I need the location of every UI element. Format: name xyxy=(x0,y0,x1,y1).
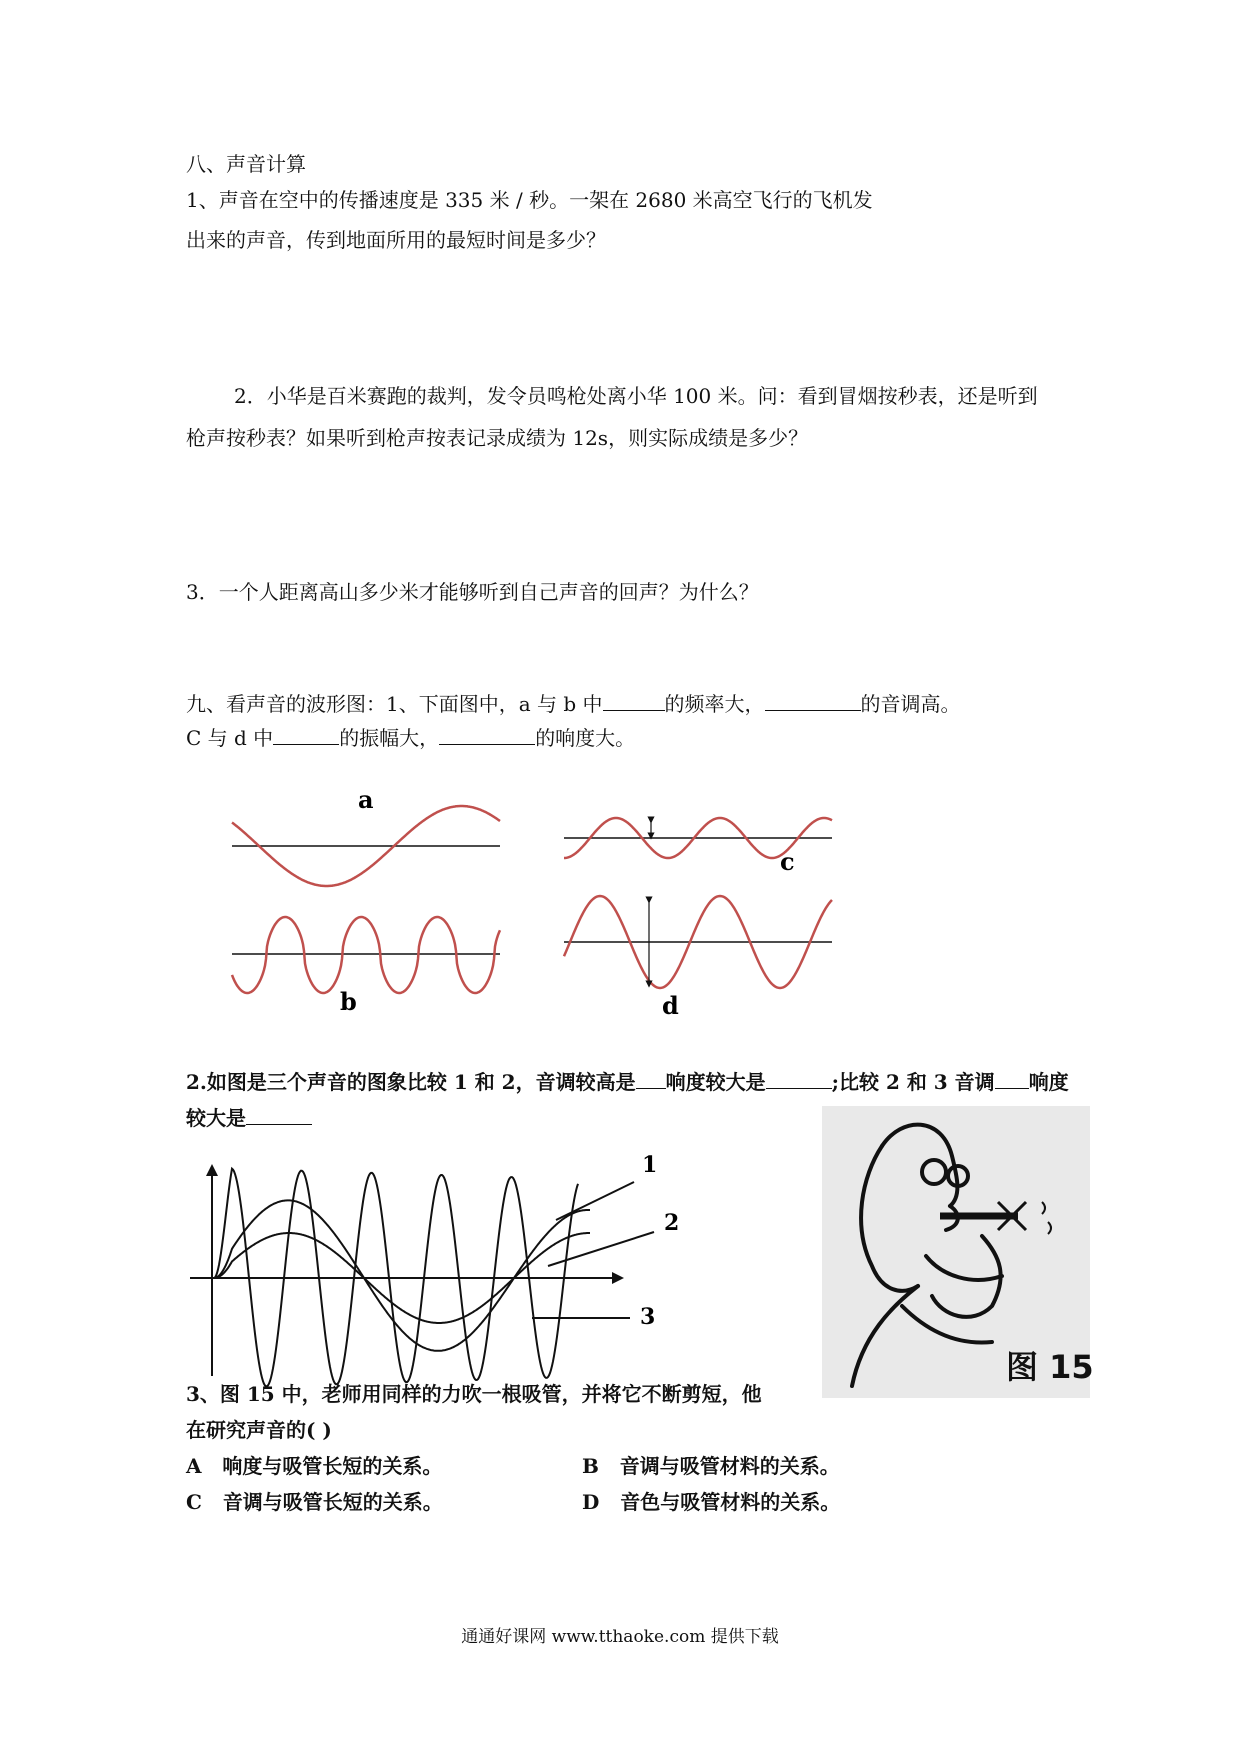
option-d[interactable] xyxy=(582,1488,840,1516)
wave-c-label: c xyxy=(780,847,795,876)
wave-a-label: a xyxy=(358,785,374,814)
option-a-letter: A xyxy=(186,1454,202,1478)
option-c[interactable] xyxy=(186,1488,443,1516)
option-c-text: 音调与吸管长短的关系。 xyxy=(222,1490,443,1514)
curve-2-label: 2 xyxy=(664,1210,680,1236)
section-9-line-1-text-b: 的频率大， xyxy=(664,692,765,716)
option-a-text: 响度与吸管长短的关系。 xyxy=(222,1454,443,1478)
curve-1-label: 1 xyxy=(642,1152,658,1178)
wave-d-label: d xyxy=(662,991,679,1020)
question-9-2-text-d: 响度 xyxy=(1028,1070,1069,1094)
question-8-2-line-1: 2．小华是百米赛跑的裁判，发令员鸣枪处离小华 100 米。问：看到冒烟按秒表，还是听到 xyxy=(234,384,1038,408)
question-9-2-text-e: 较大是 xyxy=(186,1106,246,1130)
option-d-text: 音色与吸管材料的关系。 xyxy=(620,1490,841,1514)
question-9-2-text-b: 响度较大是 xyxy=(665,1070,766,1094)
question-8-2-line-2: 枪声按秒表？如果听到枪声按表记录成绩为 12s，则实际成绩是多少？ xyxy=(186,426,809,450)
option-b[interactable] xyxy=(582,1452,840,1480)
curve-2 xyxy=(214,1200,590,1350)
page-footer: 通通好课网 www.tthaoke.com 提供下载 xyxy=(461,1627,779,1647)
section-9-line-2-text-a: C 与 d 中 xyxy=(186,726,274,750)
figure-15-caption: 图 15 xyxy=(1006,1348,1094,1386)
section-9-line-2-text-c: 的响度大。 xyxy=(535,726,636,750)
wave-b-label: b xyxy=(340,987,357,1016)
curve-3-label: 3 xyxy=(640,1304,656,1330)
question-9-3-line-1: 3、图 15 中，老师用同样的力吹一根吸管，并将它不断剪短，他 xyxy=(186,1382,762,1406)
section-9-line-1-text-c: 的音调高。 xyxy=(860,692,961,716)
question-9-2-text-c: ;比较 2 和 3 音调 xyxy=(831,1070,995,1094)
question-9-3-line-2: 在研究声音的( ) xyxy=(186,1418,332,1442)
section-8-title: 八、声音计算 xyxy=(186,152,306,176)
question-8-1-line-1: 1、声音在空中的传播速度是 335 米 / 秒。一架在 2680 米高空飞行的飞机发 xyxy=(186,188,873,212)
section-9-line-2-text-b: 的振幅大， xyxy=(339,726,440,750)
question-9-2-text-a: 2.如图是三个声音的图象比较 1 和 2，音调较高是 xyxy=(186,1070,636,1094)
option-d-letter: D xyxy=(582,1490,600,1514)
figure-15-teacher-straw xyxy=(822,1106,1094,1398)
curve-1-leader xyxy=(556,1182,634,1220)
question-8-3: 3．一个人距离高山多少米才能够听到自己声音的回声？为什么？ xyxy=(186,580,759,604)
section-9-line-1-text-a: 九、看声音的波形图：1、下面图中，a 与 b 中 xyxy=(186,692,603,716)
option-a[interactable] xyxy=(186,1452,442,1480)
curve-2-leader xyxy=(548,1232,654,1266)
option-b-text: 音调与吸管材料的关系。 xyxy=(619,1454,840,1478)
option-b-letter: B xyxy=(582,1454,599,1478)
option-c-letter: C xyxy=(186,1490,202,1514)
question-8-1-line-2: 出来的声音，传到地面所用的最短时间是多少？ xyxy=(186,228,606,252)
